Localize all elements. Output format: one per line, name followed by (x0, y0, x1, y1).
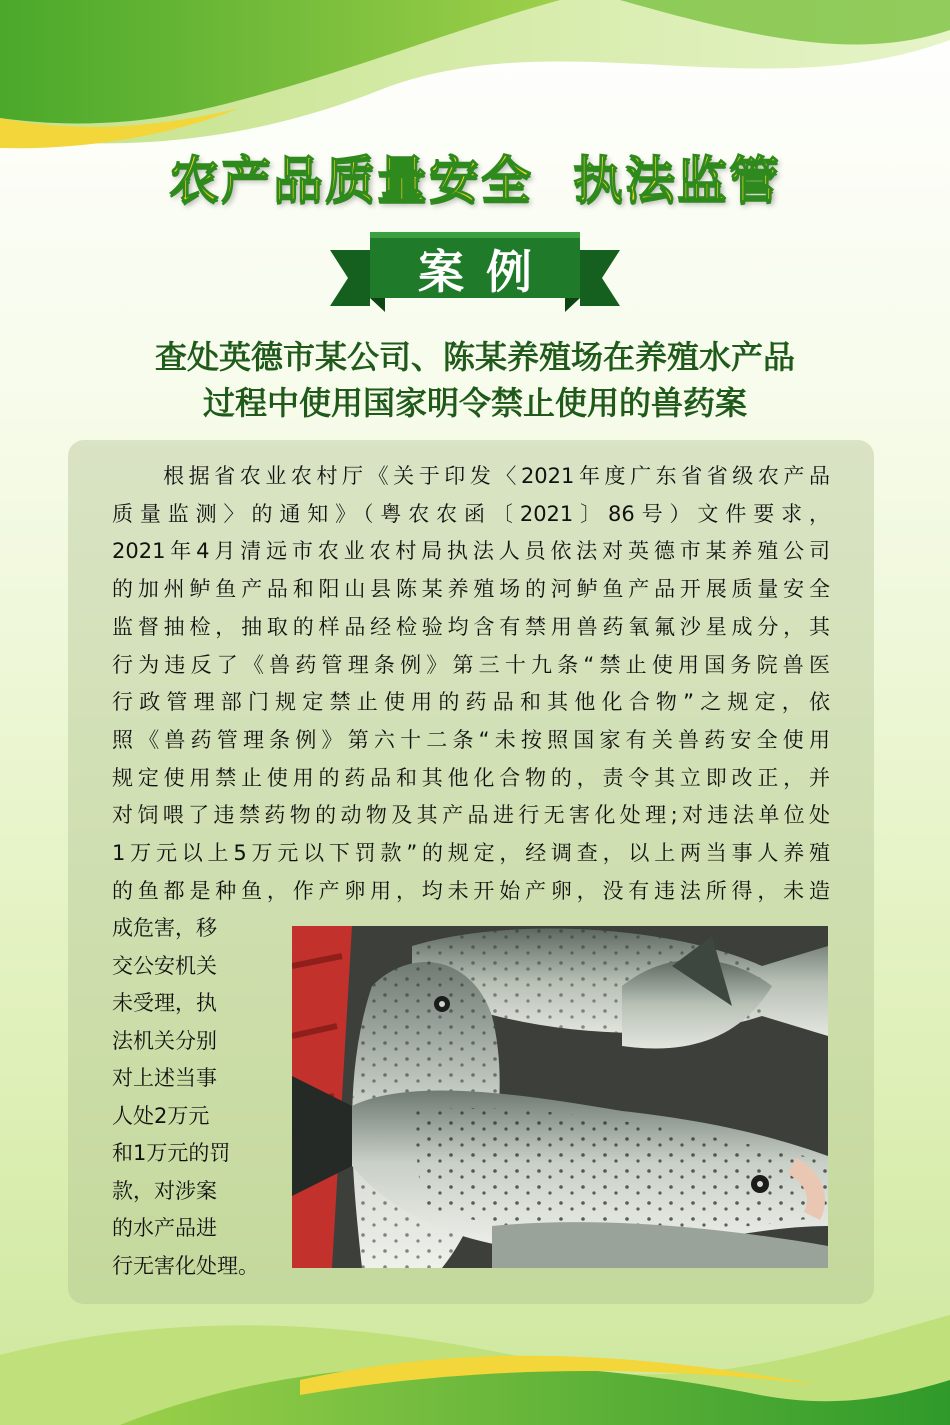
case-title (40, 334, 910, 426)
main-title (0, 140, 950, 212)
body-line: 成危害，移 (112, 916, 217, 940)
body-line: 对上述当事 (112, 1066, 217, 1090)
body-line: 照《兽药管理条例》第六十二条“未按照国家有关兽药安全使用 (112, 727, 830, 752)
body-line: 款，对涉案 (112, 1178, 217, 1203)
body-line: 交公安机关 (112, 953, 217, 978)
case-title-line-1: 查处英德市某公司、陈某养殖场在养殖水产品 (154, 338, 795, 376)
body-line: 人处2万元 (112, 1103, 210, 1128)
body-line: 行政管理部门规定禁止使用的药品和其他化合物”之规定，依 (112, 690, 830, 715)
body-line: 的鱼都是种鱼，作产卵用，均未开始产卵，没有违法所得，未造 (112, 878, 830, 903)
body-paragraph-continued (112, 910, 282, 1285)
main-title-right: 执法监管 (573, 151, 781, 209)
body-paragraph (112, 458, 830, 910)
banner-label: 案例 (418, 245, 554, 299)
body-line: 未受理，执 (112, 991, 217, 1015)
body-line: 行为违反了《兽药管理条例》第三十九条“禁止使用国务院兽医 (112, 652, 830, 677)
body-line: 监督抽检，抽取的样品经检验均含有禁用兽药氧氟沙星成分，其 (112, 614, 830, 639)
body-line: 根据省农业农村厅《关于印发〈2021年度广东省省级农产品 (112, 464, 830, 488)
case-title-line-2: 过程中使用国家明令禁止使用的兽药案 (202, 384, 747, 422)
body-line: 规定使用禁止使用的药品和其他化合物的，责令其立即改正，并 (112, 765, 830, 790)
body-line: 1万元以上5万元以下罚款”的规定，经调查，以上两当事人养殖 (112, 841, 830, 866)
body-line: 质量监测〉的通知》（粤农农函〔2021〕86号）文件要求， (112, 501, 830, 526)
body-line: 行无害化处理。 (112, 1253, 259, 1278)
body-line: 和1万元的罚 (112, 1141, 231, 1165)
body-line: 2021年4月清远市农业农村局执法人员依法对英德市某养殖公司 (112, 539, 830, 564)
main-title-left: 农产品质量安全 (169, 151, 533, 209)
case-banner (330, 228, 620, 318)
body-line: 的水产品进 (112, 1216, 217, 1240)
bottom-wave-decoration (0, 1285, 950, 1425)
fish-photo (292, 926, 828, 1268)
body-line: 的加州鲈鱼产品和阳山县陈某养殖场的河鲈鱼产品开展质量安全 (112, 577, 830, 602)
body-line: 对饲喂了违禁药物的动物及其产品进行无害化处理;对违法单位处 (112, 803, 830, 828)
body-line: 法机关分别 (112, 1028, 217, 1053)
